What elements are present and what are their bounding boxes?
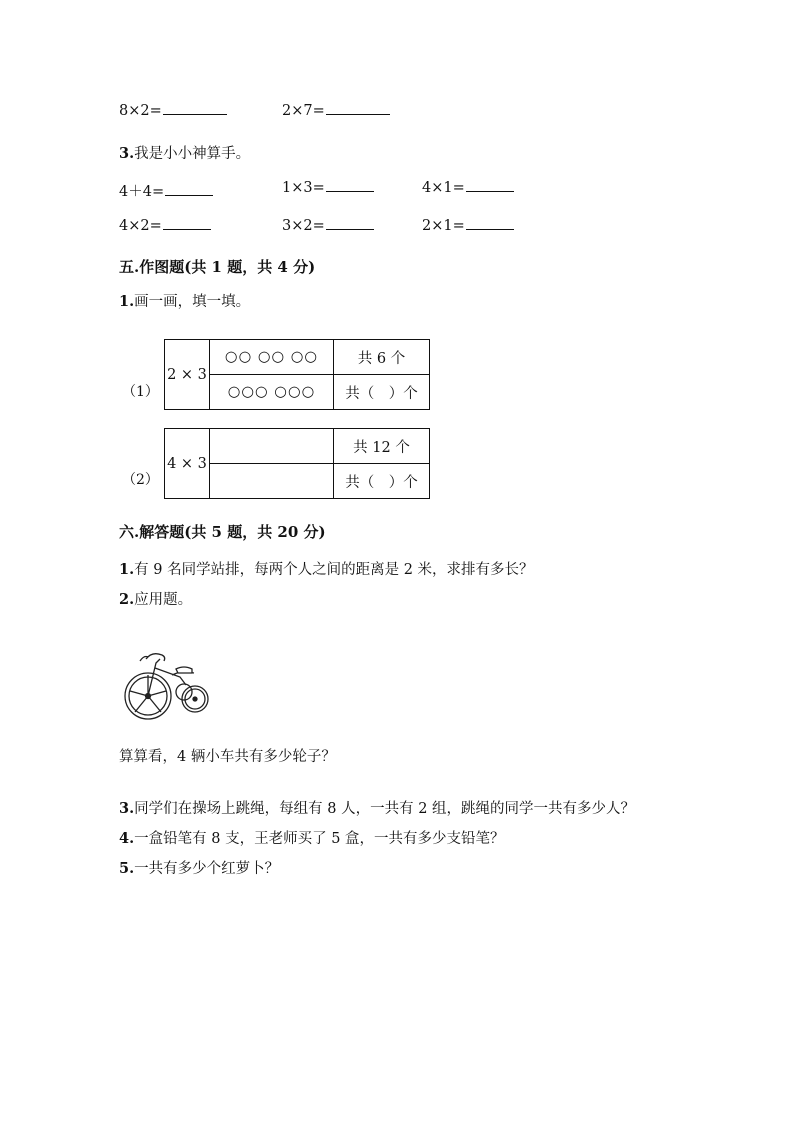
circle-group-row-2: ○○○ ○○○	[210, 375, 334, 410]
answer-blank[interactable]	[165, 194, 213, 196]
question-number: 4.	[119, 830, 135, 847]
section-6-question-5	[119, 857, 279, 878]
equation-text: 3×2=	[282, 218, 325, 234]
answer-blank[interactable]	[326, 228, 374, 230]
circle-group-row-1: ○○ ○○ ○○	[210, 340, 334, 375]
equation-text: 4＋4=	[119, 184, 165, 200]
answer-blank[interactable]	[163, 113, 227, 115]
table-2-label: （2）	[122, 472, 159, 488]
answer-blank[interactable]	[326, 190, 374, 192]
total-answer-1[interactable]: 共（ ）个	[334, 375, 430, 410]
question-number: 1.	[119, 561, 135, 578]
equation-r1c2	[282, 180, 374, 196]
question-text: 我是小小神算手。	[134, 146, 251, 162]
table-1-label: （1）	[122, 384, 159, 400]
question-text: 画一画，填一填。	[134, 294, 251, 310]
question-number: 1.	[119, 293, 135, 310]
tricycle-icon	[122, 645, 214, 723]
section-6-question-2	[119, 588, 192, 609]
question-number: 3.	[119, 145, 135, 162]
equation-text: 4×2=	[119, 218, 162, 234]
equation-text: 1×3=	[282, 180, 325, 196]
section-6-title: 六.解答题(共 5 题，共 20 分)	[119, 523, 326, 541]
equation-text: 2×7=	[282, 103, 325, 119]
question-number: 5.	[119, 860, 135, 877]
section-6-question-4	[119, 827, 505, 848]
equation-r1c1	[119, 180, 213, 201]
question-text: 应用题。	[134, 592, 193, 608]
section-5-question-1	[119, 290, 250, 311]
section-6-question-3	[119, 797, 635, 818]
equation-text: 2×1=	[422, 218, 465, 234]
top-equation-1	[119, 103, 227, 119]
equation-r2c3	[422, 218, 514, 234]
drawing-table-1	[164, 339, 430, 410]
section-5-title: 五.作图题(共 1 题，共 4 分)	[119, 258, 316, 276]
equation-r1c3	[422, 180, 514, 196]
drawing-cell-1[interactable]	[210, 429, 334, 464]
total-label-1: 共 6 个	[334, 340, 430, 375]
drawing-table-2	[164, 428, 430, 499]
question-3-heading	[119, 142, 250, 163]
total-label-2: 共 12 个	[334, 429, 430, 464]
question-2-sub: 算算看，4 辆小车共有多少轮子？	[119, 749, 336, 765]
answer-blank[interactable]	[326, 113, 390, 115]
section-6-question-1	[119, 558, 534, 579]
equation-r2c2	[282, 218, 374, 234]
question-number: 3.	[119, 800, 135, 817]
drawing-cell-2[interactable]	[210, 464, 334, 499]
question-text: 一共有多少个红萝卜？	[134, 861, 280, 877]
multiplication-expression: 4 × 3	[165, 429, 210, 499]
answer-blank[interactable]	[466, 190, 514, 192]
answer-blank[interactable]	[163, 228, 211, 230]
equation-r2c1	[119, 218, 211, 234]
question-number: 2.	[119, 591, 135, 608]
answer-blank[interactable]	[466, 228, 514, 230]
multiplication-expression: 2 × 3	[165, 340, 210, 410]
total-answer-2[interactable]: 共（ ）个	[334, 464, 430, 499]
question-text: 同学们在操场上跳绳，每组有 8 人，一共有 2 组，跳绳的同学一共有多少人？	[134, 801, 636, 817]
equation-text: 4×1=	[422, 180, 465, 196]
equation-text: 8×2=	[119, 103, 162, 119]
question-text: 一盒铅笔有 8 支，王老师买了 5 盒，一共有多少支铅笔？	[134, 831, 505, 847]
top-equation-2	[282, 103, 390, 119]
question-text: 有 9 名同学站排，每两个人之间的距离是 2 米，求排有多长？	[134, 562, 534, 578]
